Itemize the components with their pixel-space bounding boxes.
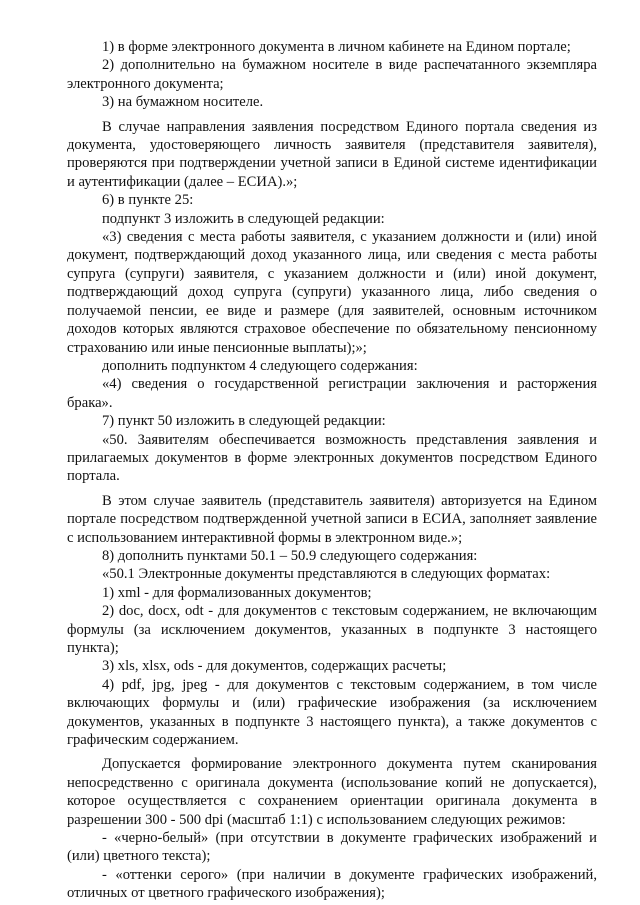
paragraph-9: «4) сведения о государственной регистрации заключения и расторжения брака». (67, 376, 597, 411)
paragraph-16: 2) doc, docx, odt - для документов с текстовым содержанием, не включающим формулы (за исключением документов, указанных в подпункте 3 настоящего пункта); (67, 603, 597, 656)
paragraph-18: 4) pdf, jpg, jpeg - для документов с текстовым содержанием, в том числе включающих формулы и (или) графические изображения (за исключением документов, указанных в подпункте 3 настоящего пункта), а также документов с графическим содержанием. (67, 676, 597, 749)
paragraph-7: «3) сведения с места работы заявителя, с указанием должности и (или) иной документ, подтверждающий доход указанного лица, или сведения с места работы супруга (супруги) заявителя, с указанием должности и (или) иной документ, подтверждающий доход супруга (супруги) указанного лица, либо сведения о получаемой пенсии, ее виде и размере (для заявителей, основным источником доходов которых являются страховое обеспечение по обязательному пенсионному страхованию или иные пенсионные выплаты);»; (67, 229, 597, 356)
paragraph-11: «50. Заявителям обеспечивается возможность представления заявления и прилагаемых документов в форме электронных документов посредством Единого портала. (67, 431, 597, 485)
paragraph-2: 2) дополнительно на бумажном носителе в виде распечатанного экземпляра электронного документа; (67, 57, 597, 92)
paragraph-21: - «оттенки серого» (при наличии в документе графических изображений, отличных от цветного графического изображения); (67, 866, 597, 902)
paragraph-17: 3) xls, xlsx, ods - для документов, содержащих расчеты; (102, 658, 447, 675)
paragraph-10: 7) пункт 50 изложить в следующей редакции: (102, 413, 386, 430)
paragraph-12: В этом случае заявитель (представитель заявителя) авторизуется на Едином портале посредством подтвержденной учетной записи в ЕСИА, заполняет заявление с использованием интерактивной формы в электронном виде.»; (67, 492, 597, 546)
paragraph-6: подпункт 3 изложить в следующей редакции: (102, 210, 385, 227)
paragraph-4: В случае направления заявления посредством Единого портала сведения из документа, удостоверяющего личность заявителя (представителя заявителя), проверяются при подтверждении учетной записи в Единой системе идентификации и аутентификации (далее – ЕСИА).»; (67, 118, 597, 190)
paragraph-20: - «черно-белый» (при отсутствии в документе графических изображений и (или) цветного текста); (67, 830, 597, 865)
paragraph-13: 8) дополнить пунктами 50.1 – 50.9 следующего содержания: (102, 547, 478, 564)
paragraph-1: 1) в форме электронного документа в личном кабинете на Едином портале; (102, 39, 571, 55)
paragraph-5: 6) в пункте 25: (102, 192, 194, 209)
paragraph-15: 1) xml - для формализованных документов; (102, 584, 372, 601)
document-page (67, 38, 597, 903)
paragraph-8: дополнить подпунктом 4 следующего содержания: (102, 357, 418, 374)
paragraph-19: Допускается формирование электронного документа путем сканирования непосредственно с оригинала документа (использование копий не допускается), которое осуществляется с сохранением ориентации оригинала документа в разрешении 300 - 500 dpi (масштаб 1:1) с использованием следующих режимов: (67, 756, 597, 828)
paragraph-3: 3) на бумажном носителе. (102, 94, 264, 111)
paragraph-14: «50.1 Электронные документы представляются в следующих форматах: (102, 566, 551, 583)
